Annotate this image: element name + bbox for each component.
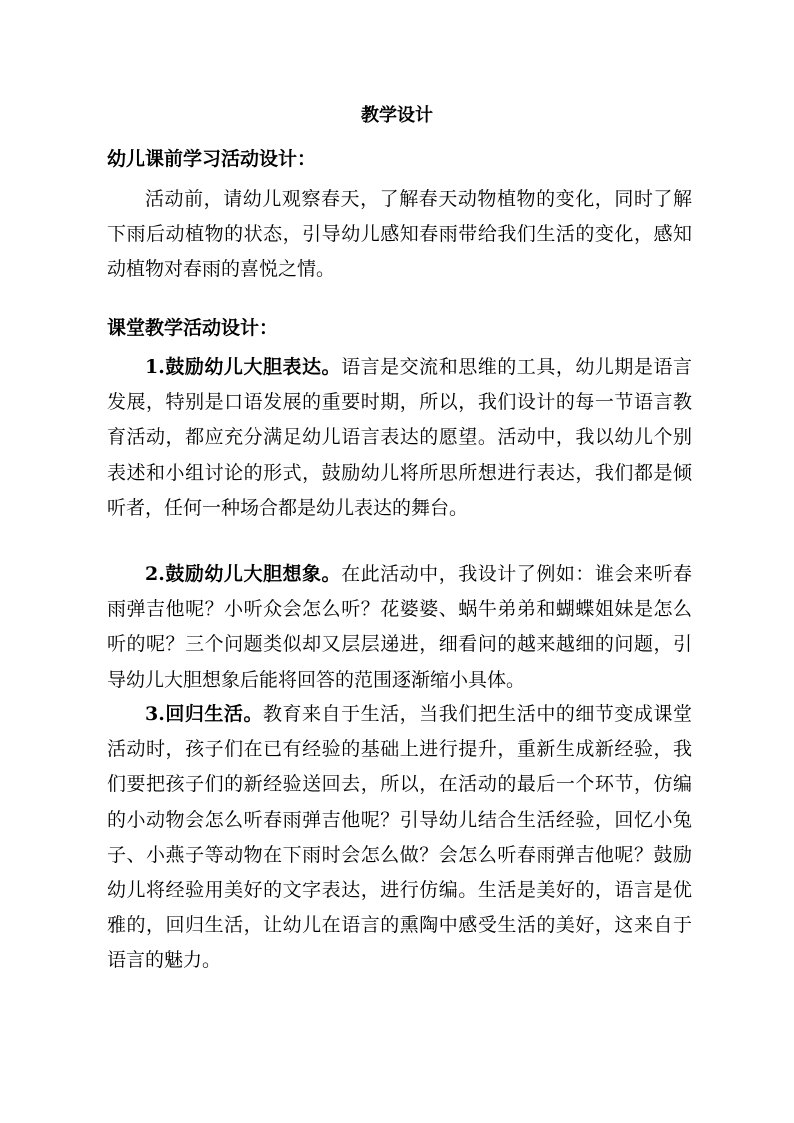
list-item-encourage-expression bbox=[107, 350, 692, 526]
item-lead: 1.鼓励幼儿大胆表达。 bbox=[145, 356, 342, 378]
list-item-return-to-life bbox=[107, 697, 692, 979]
item-lead: 3.回归生活。 bbox=[145, 703, 263, 725]
item-text: 教育来自于生活，当我们把生活中的细节变成课堂活动时，孩子们在已有经验的基础上进行提升，重新生成新经验，我们要把孩子们的新经验送回去，所以，在活动的最后一个环节，仿编的小动物会怎么听春雨弹吉他呢？引导幼儿结合生活经验，回忆小兔子、小燕子等动物在下雨时会怎么做？会怎么听春雨弹吉他呢？鼓励幼儿将经验用美好的文字表达，进行仿编。生活是美好的，语言是优雅的，回归生活，让幼儿在语言的熏陶中感受生活的美好，这来自于语言的魅力。 bbox=[107, 703, 692, 972]
item-text: 语言是交流和思维的工具，幼儿期是语言发展，特别是口语发展的重要时期，所以，我们设计的每一节语言教育活动，都应充分满足幼儿语言表达的愿望。活动中，我以幼儿个别表述和小组讨论的形式，鼓励幼儿将所思所想进行表达，我们都是倾听者，任何一种场合都是幼儿表达的舞台。 bbox=[107, 356, 692, 519]
section-heading-pre-class: 幼儿课前学习活动设计： bbox=[107, 148, 317, 170]
item-lead: 2.鼓励幼儿大胆想象。 bbox=[145, 563, 342, 585]
section-heading-in-class: 课堂教学活动设计： bbox=[107, 317, 279, 339]
list-item-encourage-imagination bbox=[107, 557, 692, 698]
document-title: 教学设计 bbox=[361, 105, 433, 126]
paragraph-pre-class: 活动前，请幼儿观察春天，了解春天动物植物的变化，同时了解下雨后动植物的状态，引导幼儿感知春雨带给我们生活的变化，感知动植物对春雨的喜悦之情。 bbox=[107, 188, 692, 281]
item-text: 在此活动中，我设计了例如：谁会来听春雨弹吉他呢？小听众会怎么听？花婆婆、蜗牛弟弟和蝴蝶姐妹是怎么听的呢？三个问题类似却又层层递进，细看问的越来越细的问题，引导幼儿大胆想象后能将回答的范围逐渐缩小具体。 bbox=[107, 563, 692, 691]
